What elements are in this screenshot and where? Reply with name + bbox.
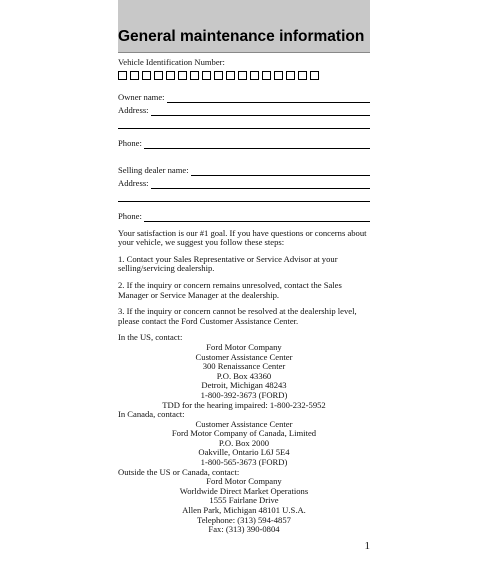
page-number: 1 bbox=[364, 540, 370, 552]
owner-phone-field[interactable] bbox=[118, 137, 370, 149]
owner-address-line[interactable] bbox=[151, 107, 370, 116]
owner-address-field[interactable] bbox=[118, 104, 370, 116]
vin-character-box[interactable] bbox=[154, 71, 163, 80]
outside-line: Ford Motor Company bbox=[206, 476, 282, 487]
outside-line: Fax: (313) 390-0804 bbox=[208, 524, 280, 535]
vin-character-box[interactable] bbox=[286, 71, 295, 80]
vin-character-box[interactable] bbox=[250, 71, 259, 80]
owner-name-line[interactable] bbox=[167, 94, 370, 103]
header-bar bbox=[118, 0, 370, 53]
canada-line: Customer Assistance Center bbox=[195, 418, 293, 429]
us-line: Detroit, Michigan 48243 bbox=[201, 380, 287, 391]
dealer-address-field[interactable] bbox=[118, 177, 370, 189]
owner-name-field[interactable] bbox=[118, 91, 370, 103]
us-contact-block bbox=[118, 343, 370, 410]
canada-contact-label: In Canada, contact: bbox=[118, 409, 185, 420]
vin-character-box[interactable] bbox=[178, 71, 187, 80]
canada-line: P.O. Box 2000 bbox=[218, 437, 270, 448]
outside-line: Telephone: (313) 594-4857 bbox=[197, 514, 291, 525]
dealer-name-field[interactable] bbox=[118, 164, 370, 176]
dealer-address-line[interactable] bbox=[151, 180, 370, 189]
us-line: 1-800-392-3673 (FORD) bbox=[200, 389, 288, 400]
owner-address-label: Address: bbox=[118, 105, 149, 115]
vin-character-box[interactable] bbox=[262, 71, 271, 80]
step-2-paragraph: 2. If the inquiry or concern remains unresolved, contact the Sales Manager or Service Manager at the dealership. bbox=[118, 279, 342, 300]
step-3-paragraph: 3. If the inquiry or concern cannot be resolved at the dealership level, please contact the Ford Customer Assistance Center. bbox=[118, 306, 357, 326]
vin-character-box[interactable] bbox=[310, 71, 319, 80]
page-content bbox=[118, 58, 370, 535]
vin-character-box[interactable] bbox=[142, 71, 151, 80]
dealer-name-label: Selling dealer name: bbox=[118, 165, 189, 175]
outside-line: 1555 Fairlane Drive bbox=[209, 495, 279, 506]
canada-line: Oakville, Ontario L6J 5E4 bbox=[198, 447, 290, 458]
dealer-address-line-2[interactable] bbox=[118, 189, 370, 202]
dealer-phone-field[interactable] bbox=[118, 210, 370, 222]
dealer-address-label: Address: bbox=[118, 178, 149, 188]
vin-character-box[interactable] bbox=[214, 71, 223, 80]
outside-contact-label: Outside the US or Canada, contact: bbox=[118, 466, 240, 477]
us-line: Ford Motor Company bbox=[206, 341, 282, 352]
vin-character-box[interactable] bbox=[274, 71, 283, 80]
vin-character-box[interactable] bbox=[202, 71, 211, 80]
outside-line: Allen Park, Michigan 48101 U.S.A. bbox=[182, 505, 306, 516]
outside-line: Worldwide Direct Market Operations bbox=[179, 485, 309, 496]
vin-character-box[interactable] bbox=[190, 71, 199, 80]
us-line: TDD for the hearing impaired: 1-800-232-5952 bbox=[162, 399, 326, 410]
outside-contact-block bbox=[118, 477, 370, 535]
canada-contact-block bbox=[118, 420, 370, 468]
owner-address-line-2[interactable] bbox=[118, 116, 370, 129]
dealer-phone-line[interactable] bbox=[144, 213, 370, 222]
canada-line: Ford Motor Company of Canada, Limited bbox=[171, 428, 317, 439]
owner-phone-label: Phone: bbox=[118, 138, 142, 148]
dealer-name-line[interactable] bbox=[191, 167, 370, 176]
step-1-paragraph: 1. Contact your Sales Representative or Service Advisor at your selling/servicing dealership. bbox=[118, 253, 338, 274]
vin-character-box[interactable] bbox=[166, 71, 175, 80]
us-line: P.O. Box 43360 bbox=[216, 370, 272, 381]
vin-boxes[interactable] bbox=[118, 71, 370, 83]
dealer-phone-label: Phone: bbox=[118, 211, 142, 221]
page-title: General maintenance information bbox=[118, 28, 365, 45]
vin-character-box[interactable] bbox=[298, 71, 307, 80]
vin-label: Vehicle Identification Number: bbox=[118, 57, 225, 67]
us-line: Customer Assistance Center bbox=[195, 351, 293, 362]
us-contact-label: In the US, contact: bbox=[118, 332, 183, 343]
owner-phone-line[interactable] bbox=[144, 140, 370, 149]
us-line: 300 Renaissance Center bbox=[202, 361, 286, 372]
vin-character-box[interactable] bbox=[238, 71, 247, 80]
vin-character-box[interactable] bbox=[118, 71, 127, 80]
owner-name-label: Owner name: bbox=[118, 92, 165, 102]
canada-line: 1-800-565-3673 (FORD) bbox=[200, 457, 288, 468]
vin-character-box[interactable] bbox=[226, 71, 235, 80]
intro-paragraph: Your satisfaction is our #1 goal. If you have questions or concerns about your vehicle, we suggest you follow these steps: bbox=[118, 227, 367, 248]
vin-character-box[interactable] bbox=[130, 71, 139, 80]
